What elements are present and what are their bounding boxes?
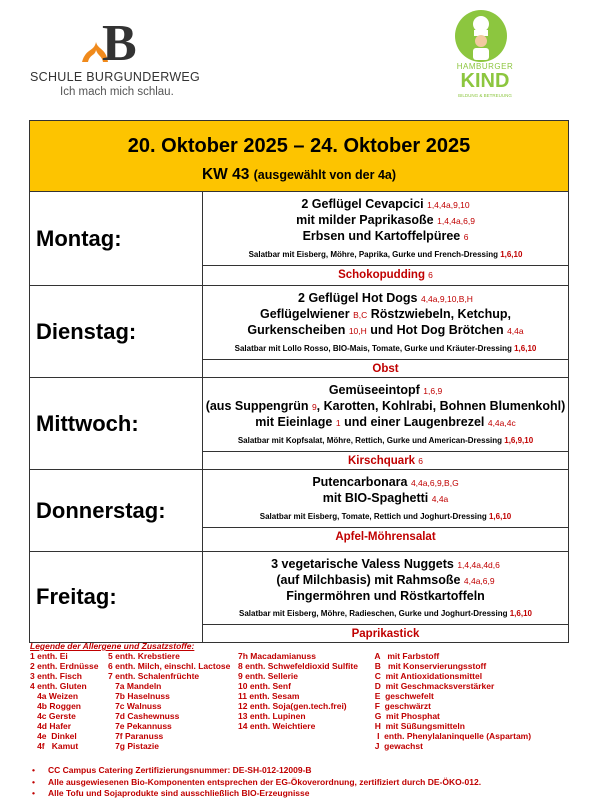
legend-item: 7a Mandeln [108, 681, 162, 691]
meal-line: Geflügelwiener B,C Röstzwiebeln, Ketchup, [259, 307, 512, 321]
caterer-big: KIND [460, 70, 510, 92]
legend-item: G mit Phosphat [370, 711, 440, 721]
salad-bar: Salatbar mit Lollo Rosso, BIO-Mais, Tomate, Gurke und Kräuter-Dressing 1,6,10 [234, 344, 537, 353]
legend-item: B mit Konservierungsstoff [370, 661, 487, 671]
meal-line: mit BIO-Spaghetti 4,4a [322, 491, 449, 505]
meal-cell [203, 192, 569, 286]
note-item: • Alle ausgewiesenen Bio-Komponenten entsprechen der EG-Ökoverordnung, zertifiziert durch DE-ÖKO-012. [48, 777, 481, 789]
dessert: Obst [203, 359, 568, 377]
chef-icon [455, 10, 507, 62]
meal-cell [203, 378, 569, 470]
legend-item: 7c Walnuss [108, 701, 162, 711]
legend [30, 641, 194, 651]
legend-col-4 [370, 651, 531, 751]
week-number: KW 43 (ausgewählt von der 4a) [201, 165, 397, 183]
note-item: • CC Campus Catering Zertifizierungsnummer: DE-SH-012-12009-B [48, 765, 481, 777]
day-label: Mittwoch: [30, 378, 203, 470]
legend-item: 7b Haselnuss [108, 691, 170, 701]
legend-item: H mit Süßungsmitteln [370, 721, 465, 731]
legend-item: 13 enth. Lupinen [238, 711, 306, 721]
legend-item: 11 enth. Sesam [238, 691, 300, 701]
salad-bar: Salatbar mit Kopfsalat, Möhre, Rettich, Gurke und American-Dressing 1,6,9,10 [237, 436, 534, 445]
legend-item: 2 enth. Erdnüsse [30, 661, 99, 671]
caterer-small: HAMBURGER [456, 62, 514, 71]
day-label: Donnerstag: [30, 470, 203, 552]
menu-header [30, 121, 569, 192]
legend-item: 7h Macadamianuss [238, 651, 316, 661]
legend-item: 7 enth. Schalenfrüchte [108, 671, 200, 681]
day-label: Freitag: [30, 552, 203, 643]
legend-item: 4a Weizen [30, 691, 79, 701]
legend-item: 4d Hafer [30, 721, 72, 731]
week-dates: 20. Oktober 2025 – 24. Oktober 2025 [127, 134, 471, 157]
school-logo [22, 15, 202, 98]
menu-table [29, 120, 569, 643]
salad-bar: Salatbar mit Eisberg, Möhre, Radieschen, Gurke und Joghurt-Dressing 1,6,10 [239, 609, 532, 618]
legend-item: 9 enth. Sellerie [238, 671, 298, 681]
legend-item: 4c Gerste [30, 711, 76, 721]
legend-item: 14 enth. Weichtiere [238, 721, 316, 731]
legend-item: 7f Paranuss [108, 731, 164, 741]
legend-item: 4b Roggen [30, 701, 81, 711]
legend-item: 7d Cashewnuss [108, 711, 180, 721]
legend-item: C mit Antioxidationsmittel [370, 671, 483, 681]
caterer-sub: BILDUNG & BETREUUNG [458, 93, 512, 98]
dessert: Schokopudding 6 [203, 265, 568, 283]
meal-line: Fingermöhren und Röstkartoffeln [286, 589, 485, 603]
legend-item: A mit Farbstoff [370, 651, 440, 661]
meal-cell [203, 470, 569, 552]
meal-line: mit Eieinlage 1 und einer Laugenbrezel 4,4a,4c [255, 415, 516, 429]
legend-item: 7g Pistazie [108, 741, 160, 751]
dessert: Kirschquark 6 [203, 451, 568, 469]
school-name: SCHULE BURGUNDERWEG [30, 70, 201, 84]
legend-item: 4e Dinkel [30, 731, 77, 741]
meal-line: Gemüseeintopf 1,6,9 [328, 383, 443, 397]
dessert: Paprikastick [203, 624, 568, 642]
meal-line: (auf Milchbasis) mit Rahmsoße 4,4a,6,9 [276, 573, 495, 587]
legend-item: 5 enth. Krebstiere [108, 651, 180, 661]
meal-line: Gurkenscheiben 10,H und Hot Dog Brötchen 4,4a [247, 323, 524, 337]
legend-item: 6 enth. Milch, einschl. Lactose [108, 661, 231, 671]
logo-letter: B [102, 15, 137, 72]
note-item: • Alle Tofu und Sojaprodukte sind ausschließlich BIO-Erzeugnisse [48, 788, 481, 800]
legend-item: 3 enth. Fisch [30, 671, 82, 681]
meal-line: Putencarbonara 4,4a,6,9,B,G [312, 475, 459, 489]
notes [48, 765, 481, 800]
legend-item: I enth. Phenylalaninquelle (Aspartam) [370, 731, 532, 741]
legend-item: 4 enth. Gluten [30, 681, 87, 691]
dessert: Apfel-Möhrensalat [203, 527, 568, 545]
day-label: Dienstag: [30, 286, 203, 378]
legend-item: E geschwefelt [370, 691, 434, 701]
salad-bar: Salatbar mit Eisberg, Tomate, Rettich und Joghurt-Dressing 1,6,10 [259, 512, 512, 521]
legend-item: 1 enth. Ei [30, 651, 68, 661]
legend-item: 4f Kamut [30, 741, 79, 751]
legend-col-2 [108, 651, 230, 751]
legend-item: 12 enth. Soja(gen.tech.frei) [238, 701, 347, 711]
salad-bar: Salatbar mit Eisberg, Möhre, Paprika, Gurke und French-Dressing 1,6,10 [248, 250, 523, 259]
meal-cell [203, 286, 569, 378]
meal-line: 2 Geflügel Hot Dogs 4,4a,9,10,B,H [298, 291, 473, 305]
legend-item: 7e Pekannuss [108, 721, 172, 731]
legend-col-3 [238, 651, 358, 731]
meal-line: 2 Geflügel Cevapcici 1,4,4a,9,10 [301, 197, 470, 211]
legend-col-1 [30, 651, 99, 751]
legend-item: F geschwärzt [370, 701, 431, 711]
meal-cell [203, 552, 569, 643]
legend-item: J gewachst [370, 741, 423, 751]
legend-title: Legende der Allergene und Zusatzstoffe: [30, 641, 195, 651]
legend-item: 8 enth. Schwefeldioxid Sulfite [238, 661, 358, 671]
meal-line: (aus Suppengrün 9, Karotten, Kohlrabi, Bohnen Blumenkohl) [205, 399, 566, 413]
caterer-logo [445, 10, 525, 100]
meal-line: 3 vegetarische Valess Nuggets 1,4,4a,4d,6 [271, 557, 500, 571]
meal-line: mit milder Paprikasoße 1,4,4a,6,9 [296, 213, 475, 227]
meal-line: Erbsen und Kartoffelpüree 6 [302, 229, 469, 243]
legend-item: D mit Geschmacksverstärker [370, 681, 495, 691]
day-label: Montag: [30, 192, 203, 286]
school-slogan: Ich mach mich schlau. [60, 86, 174, 98]
legend-item: 10 enth. Senf [238, 681, 291, 691]
